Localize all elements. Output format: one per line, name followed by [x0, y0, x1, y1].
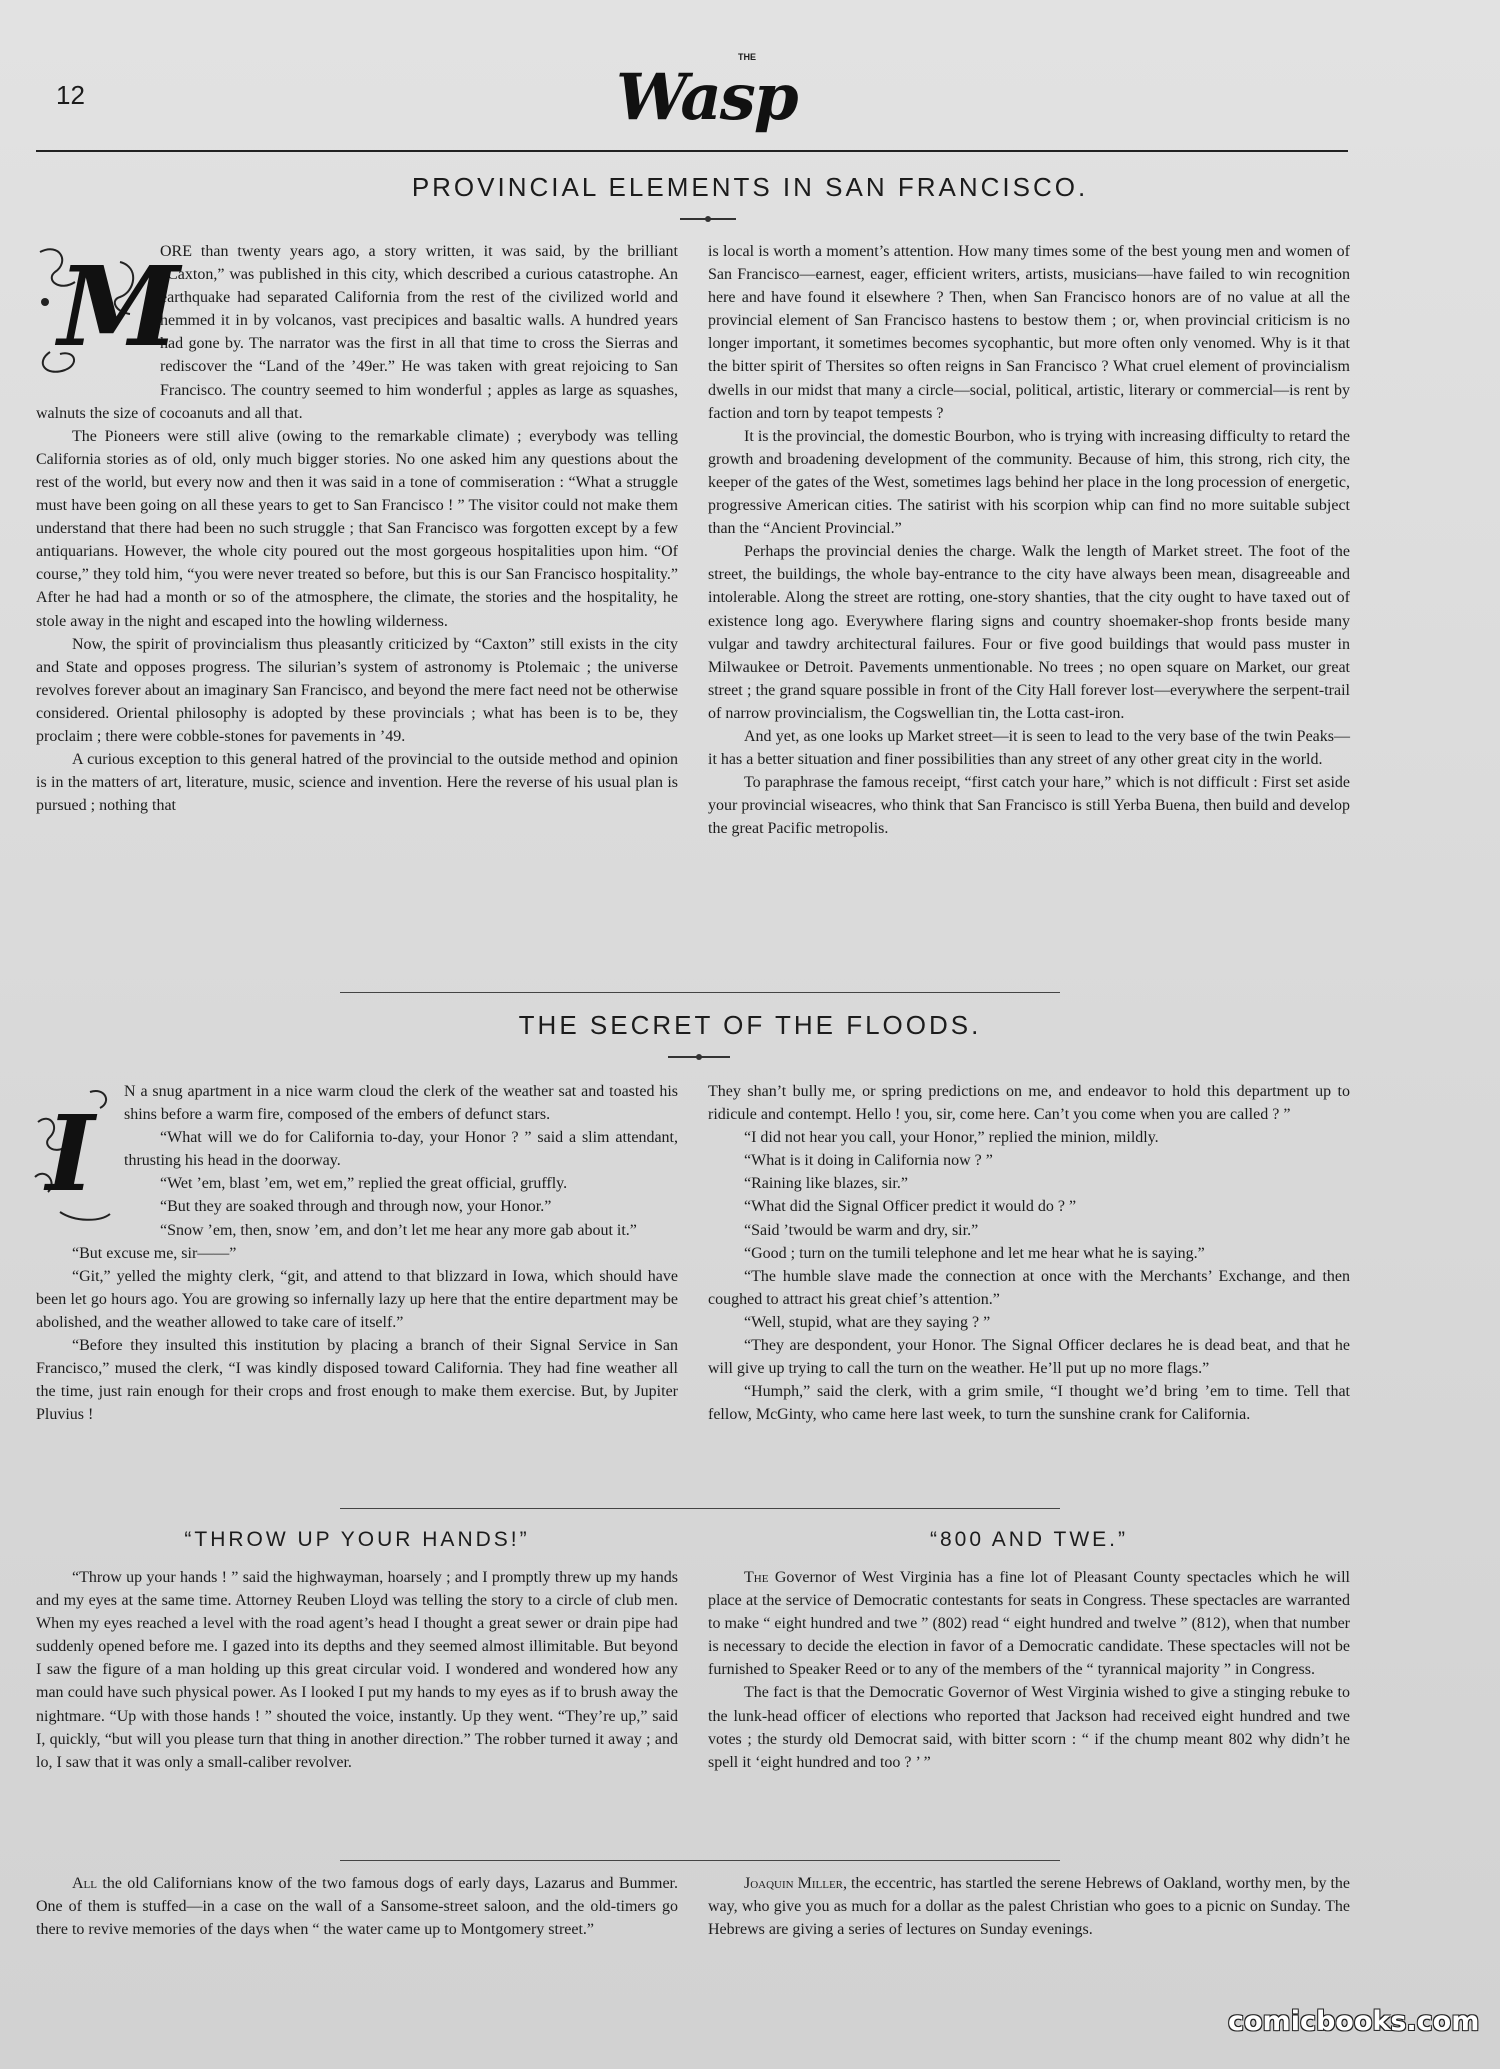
paragraph: “Well, stupid, what are they saying ? ”	[744, 1313, 991, 1331]
article6-column	[708, 1872, 1350, 1941]
headline-throw-up-hands: “THROW UP YOUR HANDS!”	[184, 1528, 530, 1551]
paragraph: To paraphrase the famous receipt, “first catch your hare,” which is not difficult : First set aside your provincial wiseacres, who think that San Francisco is still Yerba Buena, then build and develop the great Pacific metropolis.	[708, 774, 1350, 838]
page-number: 12	[56, 80, 85, 110]
paragraph: “Good ; turn on the tumili telephone and let me hear what he is saying.”	[744, 1244, 1205, 1262]
article4-column	[708, 1566, 1350, 1774]
article1-left-column	[36, 240, 678, 817]
paragraph: A curious exception to this general hatred of the provincial to the outside method and opinion is in the matters of art, literature, music, science and invention. Here the reverse of his usual plan is pursued ; nothing that	[36, 751, 678, 815]
decorative-initial-m	[30, 242, 180, 382]
paragraph: They shan’t bully me, or spring predictions on me, and endeavor to hold this department up to ridicule and contempt. Hello ! you, sir, come here. Can’t you come when you are called ? ”	[708, 1083, 1350, 1124]
dropcap-letter: M	[58, 242, 180, 371]
headline-ornament	[668, 1056, 730, 1058]
headline-ornament	[680, 218, 736, 220]
paragraph: is local is worth a moment’s attention. How many times some of the best young men and women of San Francisco—earnest, eager, efficient writers, artists, musicians—have failed to win recognition here and have found it elsewhere ? Then, when San Francisco honors are of no value at all the provincial element of San Francisco hastens to bestow them ; or, when provincial criticism is no longer important, it sometimes becomes sycophantic, but more often only venomed. Why is it that the bitter spirit of Thersites so often reigns in San Francisco ? What cruel element of provincialism dwells in our midst that many a circle—social, political, artistic, literary or commercial—is rent by faction and torn by teapot tempests ?	[708, 243, 1350, 422]
paragraph-text: Governor of West Virginia has a fine lot of Pleasant County spectacles which he will place at the service of Democratic contestants for seats in Congress. These spectacles are warranted to make “ eight hundred and twe ” (802) read “ eight hundred and twelve ” (812), when that number is necessary to decide the election in favor of a Democratic candidate. These spectacles will not be furnished to Speaker Reed or to any of the members of the “ tyrannical majority ” in Congress.	[708, 1569, 1350, 1679]
paragraph: ORE than twenty years ago, a story written, it was said, by the brilliant “Caxton,” was published in this city, which described a curious catastrophe. An earthquake had separated California from the rest of the civilized world and hemmed it in by volcanos, vast precipices and basaltic walls. A hundred years had gone by. The narrator was the first in all that time to cross the Sierras and rediscover the “Land of the ’49er.” He was taken with great rejoicing to San Francisco. The country seemed to him wonderful ; apples as large as squashes, walnuts the size of cocoanuts and all that.	[36, 243, 678, 422]
article2-left-column	[36, 1080, 678, 1426]
section-rule	[340, 992, 1060, 993]
paragraph: “What will we do for California to-day, your Honor ? ” said a slim attendant, thrusting his head in the doorway.	[124, 1129, 678, 1170]
paragraph: “I did not hear you call, your Honor,” replied the minion, mildly.	[744, 1129, 1159, 1147]
paragraph: The Pioneers were still alive (owing to the remarkable climate) ; everybody was telling California stories as of old, only much bigger stories. No one asked him any questions about the rest of the world, but every now and then it was said in a tone of commiseration : “What a struggle must have been going on all these years to get to San Francisco ! ” The visitor could not make them understand that there had been no such struggle ; that San Francisco was forgotten except by a few antiquarians. However, the whole city poured out the most gorgeous hospitalities upon him. “Of course,” they told him, “you were never treated so before, but this is our San Francisco hospitality.” After he had had a month or so of the atmosphere, the climate, the stories and the hospitality, he stole away in the night and escaped into the howling wilderness.	[36, 427, 678, 630]
paragraph: “But excuse me, sir——”	[72, 1244, 237, 1262]
lead-word: All	[72, 1875, 97, 1892]
paragraph: “Before they insulted this institution by placing a branch of their Signal Service in San Francisco,” mused the clerk, “I was kindly disposed toward California. They had fine weather all the time, just rain enough for their crops and frost enough to make them exercise. But, by Jupiter Pluvius !	[36, 1337, 678, 1424]
headline-secret-of-floods: THE SECRET OF THE FLOODS.	[518, 1010, 982, 1040]
paragraph-text: the eccentric, has startled the serene Hebrews of Oakland, worthy men, by the way, who give you as much for a dollar as the palest Christian who goes to a picnic on Sunday. The Hebrews are giving a series of lectures on Sunday evenings.	[708, 1875, 1350, 1939]
paragraph: “Git,” yelled the mighty clerk, “git, and attend to that blizzard in Iowa, which should have been let go hours ago. You are growing so infernally lazy up here that the entire department may be abolished, and the weather allowed to take care of itself.”	[36, 1267, 678, 1331]
article1-right-column	[708, 240, 1350, 840]
paragraph: “The humble slave made the connection at once with the Merchants’ Exchange, and then coughed to attract his great chief’s attention.”	[708, 1267, 1350, 1308]
paragraph: “What did the Signal Officer predict it would do ? ”	[744, 1198, 1077, 1216]
article3-column	[36, 1566, 678, 1774]
paragraph: “Snow ’em, then, snow ’em, and don’t let me hear any more gab about it.”	[160, 1221, 637, 1239]
paragraph: It is the provincial, the domestic Bourbon, who is trying with increasing difficulty to retard the growth and broadening development of the community. Because of him, this strong, rich city, the keeper of the gates of the West, sometimes lags behind her place in the long procession of energetic, progressive American cities. The satirist with his scorpion whip can find no more suitable subject than the “Ancient Provincial.”	[708, 427, 1350, 538]
article2-right-column	[708, 1080, 1350, 1426]
paragraph: Perhaps the provincial denies the charge. Walk the length of Market street. The foot of the street, the buildings, the whole bay-entrance to the city have always been mean, disagreeable and intolerable. Along the street are rotting, one-story shanties, that the city ought to have taxed out of existence long ago. Everywhere flaring signs and country shoemaker-shop fronts beside many vulgar and tawdry architectural failures. Four or five good buildings that would pass muster in Milwaukee or Detroit. Pavements unmentionable. No trees ; no open square on Market, our great street ; the grand square possible in front of the City Hall forever lost—everywhere the serpent-trail of narrow provincialism, the Cogswellian tin, the Lotta cast-iron.	[708, 543, 1350, 722]
watermark: comicbooks.com	[1228, 2006, 1480, 2037]
paragraph	[708, 1566, 1350, 1681]
headline-provincial-elements: PROVINCIAL ELEMENTS IN SAN FRANCISCO.	[411, 172, 1089, 202]
section-rule	[340, 1860, 1060, 1861]
lead-word: Joaquin Miller,	[744, 1875, 847, 1892]
masthead-title: Wasp	[616, 60, 797, 135]
paragraph: The fact is that the Democratic Governor of West Virginia wished to give a stinging rebuke to the lunk-head officer of elections who reported that Jackson had received eight hundred and twe votes ; the sturdy old Democrat said, with bitter scorn : “ if the chump meant 802 why didn’t he spell it ‘eight hundred and too ? ’ ”	[708, 1684, 1350, 1771]
paragraph: N a snug apartment in a nice warm cloud the clerk of the weather sat and toasted his shins before a warm fire, composed of the embers of defunct stars.	[124, 1083, 678, 1124]
article5-column	[36, 1872, 678, 1941]
paragraph	[708, 1872, 1350, 1941]
paragraph: “What is it doing in California now ? ”	[744, 1152, 993, 1170]
header-rule	[36, 150, 1348, 152]
paragraph: “They are despondent, your Honor. The Signal Officer declares he is dead beat, and that he will give up trying to call the turn on the weather. He’ll put up no more flags.”	[708, 1337, 1350, 1378]
paragraph: “Said ’twould be warm and dry, sir.”	[744, 1221, 979, 1239]
decorative-initial-i	[30, 1082, 114, 1232]
paragraph	[36, 1872, 678, 1941]
lead-word: The	[744, 1569, 769, 1586]
masthead-logo	[610, 40, 797, 140]
headline-800-and-twe: “800 AND TWE.”	[930, 1528, 1128, 1551]
masthead-the: THE	[738, 52, 756, 62]
paragraph-text: the old Californians know of the two famous dogs of early days, Lazarus and Bummer. One of them is stuffed—in a case on the wall of a Sansome-street saloon, and the old-timers go there to revive memories of the days when “ the water came up to Montgomery street.”	[36, 1875, 678, 1939]
paragraph: “Raining like blazes, sir.”	[744, 1175, 908, 1193]
paragraph: “Wet ’em, blast ’em, wet em,” replied the great official, gruffly.	[160, 1175, 568, 1193]
paragraph: “But they are soaked through and through now, your Honor.”	[160, 1198, 552, 1216]
dropcap-letter: I	[46, 1092, 95, 1215]
section-rule	[340, 1508, 1060, 1509]
paragraph: “Throw up your hands ! ” said the highwayman, hoarsely ; and I promptly threw up my hands and my eyes at the same time. Attorney Reuben Lloyd was telling the story to a circle of club men. When my eyes reached a level with the road agent’s head I thought a great sewer or drain pipe had suddenly opened before me. I gazed into its depths and they seemed almost illimitable. But beyond I saw the figure of a man holding up this great circular void. I wondered and wondered how any man could have such physical power. As I looked I put my hands to my eyes as if to brush away the nightmare. “Up with those hands ! ” shouted the voice, instantly. Up they went. “They’re up,” said I, quickly, “but will you please turn that thing in another direction.” The robber turned it away ; and lo, I saw that it was only a small-caliber revolver.	[36, 1569, 678, 1771]
paragraph: Now, the spirit of provincialism thus pleasantly criticized by “Caxton” still exists in the city and State and opposes progress. The silurian’s system of astronomy is Ptolemaic ; the universe revolves forever about an imaginary San Francisco, and beyond the mere fact need not be otherwise considered. Oriental philosophy is adopted by these provincials ; what has been is to be, they proclaim ; there were cobble-stones for pavements in ’49.	[36, 635, 678, 745]
paragraph: And yet, as one looks up Market street—it is seen to lead to the very base of the twin Peaks—it has a better situation and finer possibilities than any street of any other great city in the world.	[708, 727, 1350, 769]
paragraph: “Humph,” said the clerk, with a grim smile, “I thought we’d bring ’em to time. Tell that fellow, McGinty, who came here last week, to turn the sunshine crank for California.	[708, 1383, 1350, 1424]
